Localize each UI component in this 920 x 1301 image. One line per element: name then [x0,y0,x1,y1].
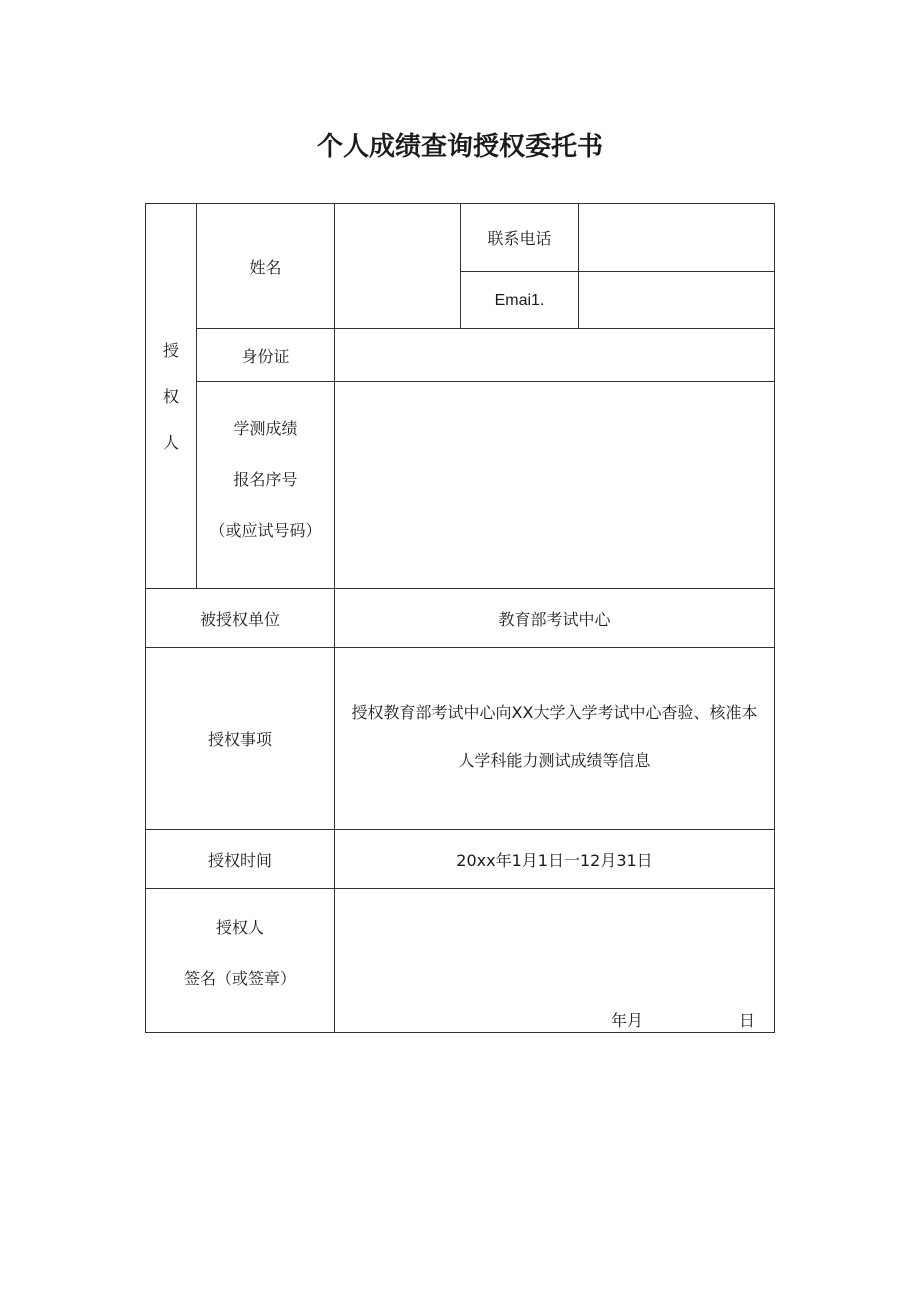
authorizer-char-1: 授 [162,341,179,360]
page-title: 个人成绩查询授权委托书 [316,132,603,162]
signature-label-cell [146,889,335,1033]
authorizer-char-3: 人 [162,433,179,452]
email-label-cell [461,272,579,329]
email-label: Emai1. [494,292,545,309]
signature-date-day: 日 [739,1011,756,1030]
registration-label-line-1: 学测成绩 [233,418,298,438]
authorization-form-table [145,203,775,1033]
registration-value-field[interactable] [335,382,775,589]
id-label-cell [197,329,335,382]
authorized-matter-line-1: 授权教育部考试中心向XX大学入学考试中心杳验、核准本 [351,702,758,722]
authorized-time-label-cell [146,830,335,889]
authorizer-section-label [163,343,179,451]
registration-label [197,416,334,541]
authorizer-char-2: 权 [162,387,179,406]
signature-date-year-month: 年月 [611,1011,644,1030]
authorized-unit-label-cell [146,589,335,648]
signature-field[interactable] [335,889,775,1033]
authorized-matter-label: 授权事项 [207,730,272,749]
authorized-matter-label-cell [146,648,335,830]
authorized-matter-text [335,689,774,785]
authorized-unit-value-cell [335,589,775,648]
id-label: 身份证 [241,346,290,366]
authorized-unit-value: 教育部考试中心 [498,609,611,629]
phone-value-field[interactable] [579,204,775,272]
signature-date [611,1008,756,1031]
registration-label-cell [197,382,335,589]
registration-label-line-3: （或应试号码） [209,520,322,540]
name-label: 姓名 [249,257,282,277]
authorized-time-value-cell [335,830,775,889]
signature-label-line-2: 签名（或签章） [183,968,296,988]
phone-label-cell [461,204,579,272]
authorized-matter-line-2: 人学科能力测试成绩等信息 [458,750,651,770]
signature-label-line-1: 授权人 [215,917,264,937]
authorized-time-value: 20xx年1月1日一12月31日 [456,850,653,870]
authorizer-section-cell [146,204,197,589]
authorized-time-label: 授权时间 [207,850,272,870]
name-label-cell [197,204,335,329]
signature-label [146,915,334,989]
authorized-matter-value-cell [335,648,775,830]
authorized-unit-label: 被授权单位 [199,609,280,629]
email-value-field[interactable] [579,272,775,329]
phone-label: 联系电话 [487,229,552,248]
registration-label-line-2: 报名序号 [233,469,298,489]
id-value-field[interactable] [335,329,775,382]
name-value-field[interactable] [335,204,461,329]
